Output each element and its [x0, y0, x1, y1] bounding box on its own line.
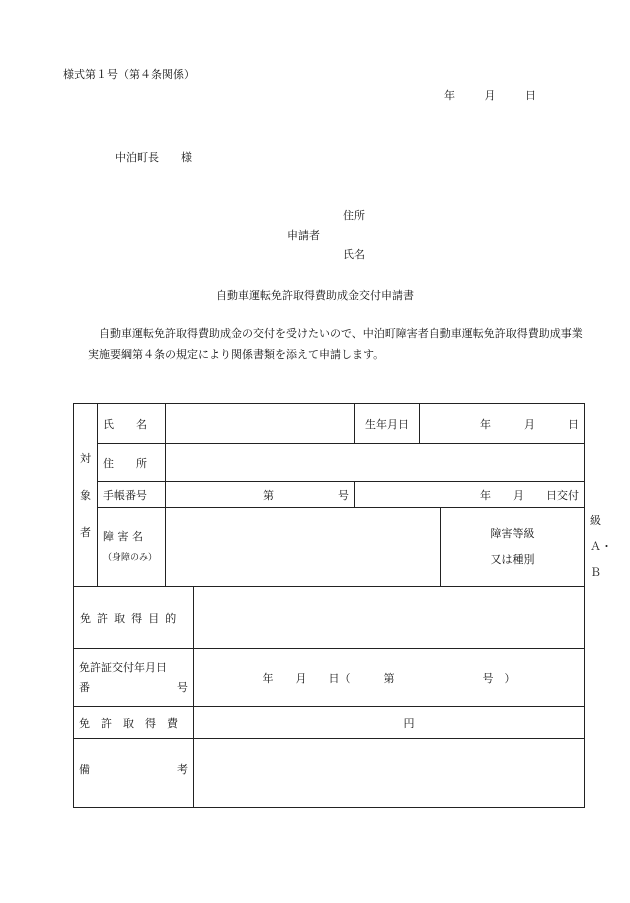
- name-label: 氏 名: [98, 404, 166, 444]
- date-year: 年: [444, 89, 455, 102]
- application-date: [444, 87, 536, 103]
- license-issue-label-line1: 免許証交付年月日: [79, 660, 167, 674]
- applicant-name-label: 氏名: [343, 248, 365, 261]
- handbook-issue-date-field[interactable]: 年 月 日交付: [355, 482, 585, 508]
- address-field[interactable]: [166, 444, 585, 482]
- handbook-label: 手帳番号: [98, 482, 166, 508]
- handbook-no-prefix: 第: [263, 488, 274, 502]
- license-number-label-b: 号: [177, 680, 188, 694]
- subject-char: 者: [80, 525, 91, 539]
- subject-char: 対: [80, 451, 91, 465]
- applicant-label: 申請者: [287, 229, 320, 242]
- subject-label: [74, 404, 98, 587]
- license-issue-label-line2: [79, 678, 188, 698]
- birthdate-label: 生年月日: [355, 404, 420, 444]
- document-title: 自動車運転免許取得費助成金交付申請書: [216, 289, 414, 302]
- handbook-no-suffix: 号: [338, 488, 349, 502]
- grade-label: [441, 508, 585, 587]
- disability-name-field[interactable]: [166, 508, 441, 587]
- remarks-label: [74, 739, 194, 808]
- disability-name-label-text: 障 害 名: [103, 529, 143, 543]
- cost-field[interactable]: 円: [194, 707, 585, 739]
- remarks-label-a: 備: [79, 763, 90, 776]
- remarks-field[interactable]: [194, 739, 585, 808]
- license-issue-label: [74, 649, 194, 707]
- form-number: 様式第１号（第４条関係）: [63, 68, 195, 81]
- remarks-label-b: 考: [177, 763, 188, 776]
- disability-name-label: [98, 508, 166, 587]
- birthdate-field[interactable]: 年 月 日: [420, 404, 585, 444]
- applicant-address-label: 住所: [343, 209, 365, 222]
- body-text: 自動車運転免許取得費助成金の交付を受けたいので、中泊町障害者自動車運転免許取得費助成事業実施要綱第４条の規定により関係書類を添えて申請します。: [88, 327, 583, 361]
- purpose-label: 免許取得目的: [74, 587, 194, 649]
- subject-char: 象: [80, 488, 91, 502]
- handbook-number-field[interactable]: [166, 482, 355, 508]
- license-number-label-a: 番: [79, 680, 90, 694]
- address-label: 住 所: [98, 444, 166, 482]
- addressee: 中泊町長 様: [115, 151, 192, 164]
- grade-label-line1: 障害等級: [490, 527, 535, 540]
- grade-label-line2: 又は種別: [490, 553, 535, 566]
- cost-label: 免 許 取 得 費: [74, 707, 194, 739]
- application-form-table: 対 象 者 氏 名 生年月日 年 月 日 住 所 手帳番号 第 号 年 月 日交付 障 害 名 （身障のみ） 障害等級 又は種別 級 Ａ・Ｂ 免許取得目的 免許証交付年月日 番 号 年 月 日（ 第 号 ） 免 許 取 得 費 円 備 考: [73, 403, 585, 808]
- purpose-field[interactable]: [194, 587, 585, 649]
- license-issue-field[interactable]: 年 月 日（ 第 号 ）: [194, 649, 585, 707]
- date-day: 日: [525, 89, 536, 102]
- date-month: 月: [484, 89, 496, 102]
- name-field[interactable]: [166, 404, 355, 444]
- disability-name-note: （身障のみ）: [103, 552, 158, 563]
